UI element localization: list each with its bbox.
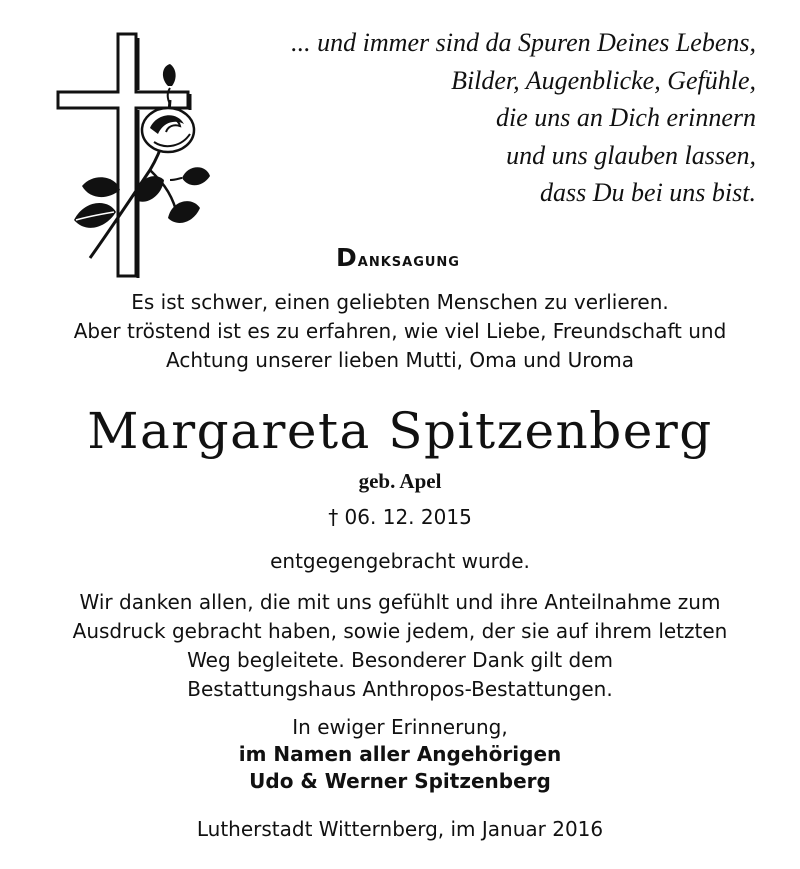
- page-title: [268, 238, 528, 280]
- intro-line: Aber tröstend ist es zu erfahren, wie viel Liebe, Freundschaft und: [73, 319, 727, 343]
- cross-with-rose-icon: [50, 30, 220, 280]
- poem-line: Bilder, Augenblicke, Gefühle,: [451, 65, 756, 95]
- thanks-line: Wir danken allen, die mit uns gefühlt und ihre Anteilnahme zum: [79, 590, 721, 614]
- poem-line: ... und immer sind da Spuren Deines Lebens,: [291, 28, 756, 57]
- intro-text: [20, 288, 780, 375]
- heading-initial: D: [336, 243, 358, 272]
- thanks-line: Ausdruck gebracht haben, sowie jedem, der sie auf ihrem letzten: [72, 619, 728, 643]
- thanks-text: [20, 588, 780, 704]
- poem: [196, 24, 756, 212]
- poem-line: die uns an Dich erinnern: [496, 103, 756, 132]
- thanks-line: Weg begleitete. Besonderer Dank gilt dem: [187, 648, 613, 672]
- poem-line: und uns glauben lassen,: [506, 140, 756, 170]
- poem-line: dass Du bei uns bist.: [540, 178, 756, 207]
- remembrance-line: In ewiger Erinnerung,: [292, 715, 508, 739]
- death-date: † 06. 12. 2015: [328, 505, 472, 529]
- intro-line: Achtung unserer lieben Mutti, Oma und Uroma: [166, 348, 634, 372]
- closing-block: [150, 714, 650, 795]
- signers-line: Udo & Werner Spitzenberg: [249, 769, 551, 793]
- thanks-line: Bestattungshaus Anthropos-Bestattungen.: [187, 677, 613, 701]
- intro-line: Es ist schwer, einen geliebten Menschen zu verlieren.: [131, 290, 669, 314]
- place-date: Lutherstadt Witternberg, im Januar 2016: [196, 817, 604, 841]
- on-behalf-line: im Namen aller Angehörigen: [238, 742, 562, 766]
- heading-rest: anksagung: [357, 249, 460, 271]
- maiden-name: geb. Apel: [358, 469, 442, 493]
- deceased-name: Margareta Spitzenberg: [87, 402, 713, 460]
- rendered-text: entgegengebracht wurde.: [270, 549, 530, 573]
